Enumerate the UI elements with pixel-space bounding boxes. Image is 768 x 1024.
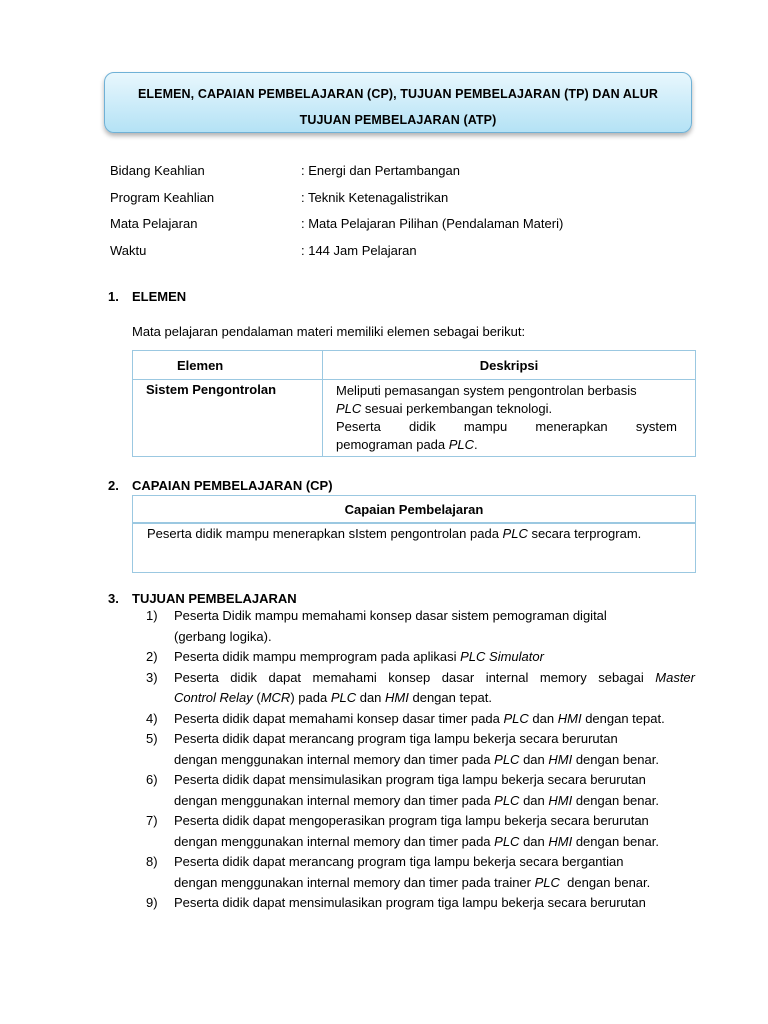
list-item <box>146 729 695 770</box>
item-text: dengan benar. <box>559 874 651 890</box>
item-text: Peserta didik dapat memahami konsep dasar timer pada <box>174 710 504 726</box>
cp-text: secara terprogram. <box>527 526 642 541</box>
list-item <box>146 770 695 811</box>
item-number: 1) <box>146 608 158 623</box>
title-line-1: ELEMEN, CAPAIAN PEMBELAJARAN (CP), TUJUAN PEMBELAJARAN (TP) DAN ALUR <box>137 87 658 101</box>
section-number: 2. <box>108 478 119 493</box>
capaian-body <box>133 524 695 541</box>
section-1-intro: Mata pelajaran pendalaman materi memiliki elemen sebagai berikut: <box>132 324 526 339</box>
item-text: dan <box>519 751 549 767</box>
list-item <box>146 606 695 647</box>
item-text: dengan tepat. <box>581 710 665 726</box>
desc-text: Meliputi pemasangan system pengontrolan berbasis <box>336 383 637 398</box>
item-number: 9) <box>146 895 158 910</box>
item-line <box>174 770 695 791</box>
item-text: Peserta didik dapat mensimulasikan program tiga lampu bekerja secara berurutan <box>174 895 646 910</box>
item-text: Peserta didik dapat merancang program tiga lampu bekerja secara berurutan <box>174 731 618 746</box>
item-text: Peserta didik dapat mengoperasikan program tiga lampu bekerja secara berurutan <box>174 813 649 828</box>
desc-line <box>336 382 677 400</box>
item-italic: HMI <box>548 751 573 767</box>
section-number: 3. <box>108 591 119 606</box>
desc-italic: PLC <box>448 437 475 452</box>
list-item <box>146 852 695 893</box>
desc-italic: PLC <box>336 401 362 416</box>
table-header-row <box>133 351 696 380</box>
item-text: Peserta didik dapat merancang program tiga lampu bekerja secara bergantian <box>174 854 624 869</box>
item-number: 4) <box>146 710 158 726</box>
item-number: 5) <box>146 731 158 746</box>
item-italic: HMI <box>385 690 409 705</box>
item-text: Peserta didik dapat memahami konsep dasar internal memory sebagai <box>174 669 656 685</box>
item-text: dengan benar. <box>572 751 659 767</box>
item-italic: Control Relay <box>174 690 253 705</box>
item-line <box>174 647 695 668</box>
item-line <box>174 627 695 648</box>
capaian-table <box>132 495 696 573</box>
item-text: ( <box>252 690 261 705</box>
item-italic: PLC <box>330 690 357 705</box>
section-1-heading <box>108 289 186 304</box>
info-value: : Energi dan Pertambangan <box>301 163 460 178</box>
item-italic: MCR <box>260 690 291 705</box>
item-number: 6) <box>146 772 158 787</box>
section-title: ELEMEN <box>132 289 187 304</box>
list-item <box>146 811 695 852</box>
item-text: dan <box>519 833 549 849</box>
desc-word: mampu <box>463 419 508 434</box>
info-value: : Teknik Ketenagalistrikan <box>301 190 449 205</box>
item-italic: PLC <box>503 710 529 726</box>
desc-word: system <box>635 419 677 434</box>
item-text: Peserta didik dapat mensimulasikan program tiga lampu bekerja secara berurutan <box>174 772 646 787</box>
list-item <box>146 647 695 668</box>
item-italic: HMI <box>548 792 573 808</box>
item-line <box>174 832 695 853</box>
tujuan-list <box>146 606 695 914</box>
item-text: dan <box>528 710 558 726</box>
item-text: dengan menggunakan internal memory dan timer pada <box>174 751 495 767</box>
desc-word: didik <box>408 419 436 434</box>
desc-text: sesuai perkembangan teknologi. <box>361 401 553 416</box>
header-deskripsi: Deskripsi <box>323 351 696 380</box>
item-italic: PLC <box>534 874 560 890</box>
item-line <box>174 873 695 894</box>
table-row <box>133 380 696 457</box>
item-number: 3) <box>146 669 158 685</box>
desc-line <box>336 400 677 418</box>
info-label: Waktu <box>110 243 147 258</box>
desc-text: . <box>474 437 478 452</box>
desc-word: Peserta <box>336 419 381 434</box>
section-title: TUJUAN PEMBELAJARAN <box>132 591 297 606</box>
item-italic: Master <box>655 669 695 685</box>
item-italic: PLC <box>494 833 520 849</box>
item-number: 7) <box>146 813 158 828</box>
item-text: (gerbang logika). <box>174 628 272 644</box>
element-description <box>323 380 696 457</box>
item-text: Peserta didik mampu memprogram pada aplikasi <box>174 649 461 664</box>
item-italic: PLC Simulator <box>460 649 544 664</box>
title-line-2: TUJUAN PEMBELAJARAN (ATP) <box>299 113 497 127</box>
header-elemen: Elemen <box>133 351 323 380</box>
item-line <box>174 668 695 689</box>
element-name: Sistem Pengontrolan <box>133 380 323 457</box>
elemen-table <box>132 350 696 457</box>
item-text: ) pada <box>290 690 331 705</box>
item-text: dengan menggunakan internal memory dan timer pada trainer <box>174 874 535 890</box>
item-line <box>174 688 695 709</box>
list-item <box>146 668 695 709</box>
capaian-header: Capaian Pembelajaran <box>133 496 695 524</box>
info-label: Bidang Keahlian <box>110 163 205 178</box>
section-2-heading <box>108 478 333 493</box>
section-title: CAPAIAN PEMBELAJARAN (CP) <box>132 478 333 493</box>
item-line <box>174 791 695 812</box>
item-text: dengan benar. <box>572 833 659 849</box>
item-italic: PLC <box>494 792 520 808</box>
item-text: dengan benar. <box>572 792 659 808</box>
cp-text: Peserta didik mampu menerapkan sIstem pengontrolan pada <box>147 526 503 541</box>
desc-text: pemograman pada <box>336 437 449 452</box>
info-label: Program Keahlian <box>110 190 215 205</box>
item-line <box>174 729 695 750</box>
item-italic: HMI <box>557 710 582 726</box>
item-italic: HMI <box>548 833 573 849</box>
desc-line <box>336 436 677 454</box>
item-text: Peserta Didik mampu memahami konsep dasar sistem pemograman digital <box>174 608 607 623</box>
item-text: dan <box>356 690 386 705</box>
item-line <box>174 606 695 627</box>
item-text: dengan menggunakan internal memory dan timer pada <box>174 833 495 849</box>
cp-italic: PLC <box>502 526 528 541</box>
item-text: dengan menggunakan internal memory dan timer pada <box>174 792 495 808</box>
item-number: 8) <box>146 854 158 869</box>
section-number: 1. <box>108 289 119 304</box>
info-value: : 144 Jam Pelajaran <box>301 243 417 258</box>
info-value: : Mata Pelajaran Pilihan (Pendalaman Materi) <box>301 216 564 231</box>
item-line <box>174 750 695 771</box>
list-item <box>146 709 695 730</box>
list-item <box>146 893 695 914</box>
item-line <box>174 852 695 873</box>
item-line <box>174 893 695 914</box>
item-text: dan <box>519 792 549 808</box>
item-line <box>174 709 695 730</box>
section-3-heading <box>108 591 297 606</box>
item-line <box>174 811 695 832</box>
item-text: dengan tepat. <box>408 690 493 705</box>
desc-word: menerapkan <box>535 419 608 434</box>
title-banner <box>104 72 692 133</box>
item-number: 2) <box>146 649 158 664</box>
item-italic: PLC <box>494 751 520 767</box>
info-label: Mata Pelajaran <box>110 216 198 231</box>
desc-line <box>336 418 677 436</box>
